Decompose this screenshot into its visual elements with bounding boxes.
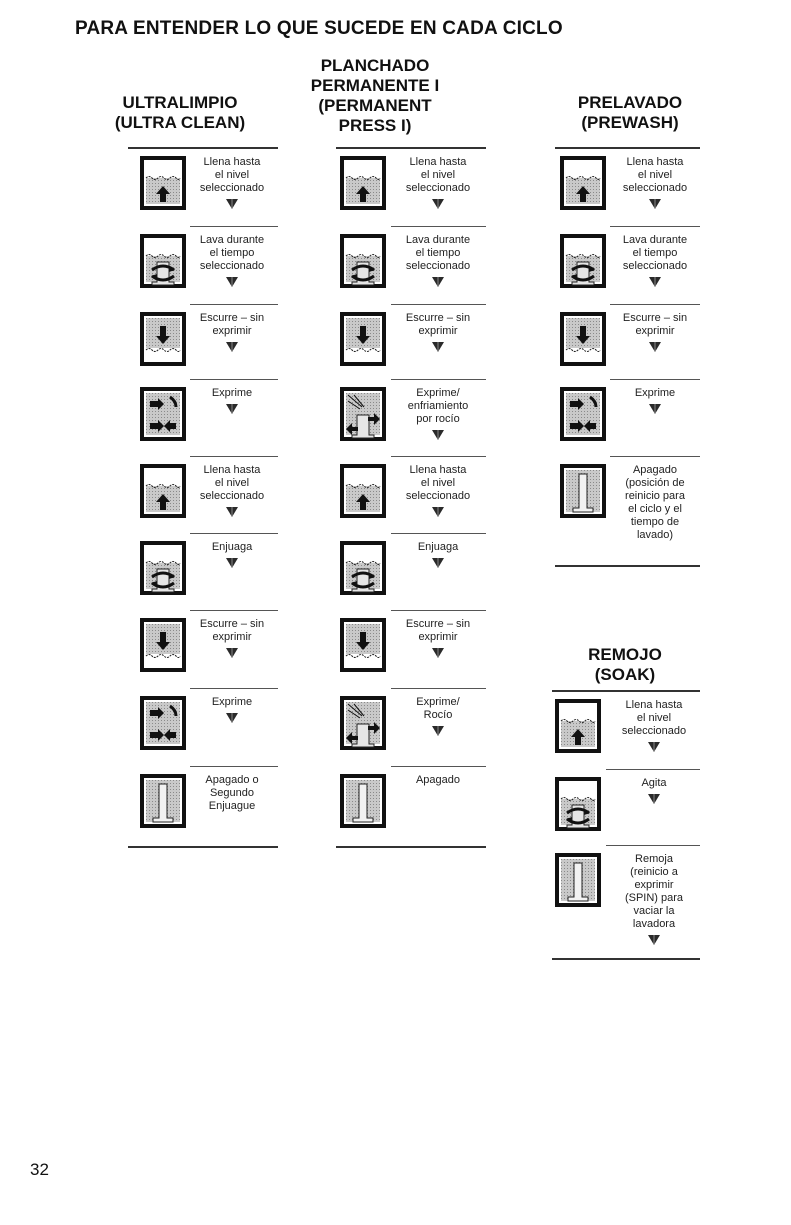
- step-description-line: Rocío: [423, 709, 453, 721]
- column-heading: [540, 93, 720, 133]
- step-description: [192, 696, 272, 709]
- column-top-divider: [552, 690, 700, 692]
- down-arrow-icon: [432, 275, 444, 287]
- step-description-line: Escurre – sin: [405, 312, 471, 324]
- step-description-line: (reinicio a: [630, 866, 678, 878]
- column-heading-line: (SOAK): [594, 665, 656, 684]
- step-description: [612, 387, 698, 400]
- spin-icon: [560, 387, 606, 441]
- step-description: [393, 696, 483, 722]
- step-divider: [190, 688, 278, 689]
- step-description: [192, 312, 272, 338]
- step-description-line: tiempo de: [630, 516, 680, 528]
- step-divider: [606, 769, 700, 770]
- down-arrow-icon: [649, 197, 661, 209]
- step-description: [192, 464, 272, 503]
- step-divider: [610, 379, 700, 380]
- step-description-line: el tiempo: [632, 247, 678, 259]
- page-title: PARA ENTENDER LO QUE SUCEDE EN CADA CICLO: [75, 18, 563, 39]
- step-description: [612, 312, 698, 338]
- step-description: [393, 618, 483, 644]
- step-description: [393, 774, 483, 787]
- step-divider: [610, 226, 700, 227]
- step-description-line: Llena hasta: [203, 464, 261, 476]
- down-arrow-icon: [648, 933, 660, 945]
- step-description-line: Agita: [641, 777, 667, 789]
- step-description-line: seleccionado: [405, 260, 471, 272]
- column-bottom-divider: [555, 565, 700, 567]
- step-description-line: seleccionado: [622, 182, 688, 194]
- step-description-line: Escurre – sin: [199, 618, 265, 630]
- step-description: [192, 618, 272, 644]
- step-description-line: Enjuaga: [417, 541, 459, 553]
- step-divider: [610, 456, 700, 457]
- step-description-line: Lava durante: [622, 234, 688, 246]
- step-description-line: Llena hasta: [626, 156, 684, 168]
- step-description-line: reinicio para: [625, 490, 685, 502]
- rinse-icon: [140, 541, 186, 595]
- column-heading-line: PRELAVADO: [577, 93, 683, 112]
- down-arrow-icon: [432, 340, 444, 352]
- step-description-line: (SPIN) para: [624, 892, 684, 904]
- step-description-line: Remoja: [635, 853, 673, 865]
- step-divider: [190, 766, 278, 767]
- wash-icon: [140, 234, 186, 288]
- column-top-divider: [336, 147, 486, 149]
- fill-icon: [340, 156, 386, 210]
- down-arrow-icon: [226, 711, 238, 723]
- column-heading-line: PRESS I): [338, 116, 412, 135]
- step-divider: [391, 304, 486, 305]
- step-description-line: Escurre – sin: [405, 618, 471, 630]
- off-icon: [555, 853, 601, 907]
- column-top-divider: [555, 147, 700, 149]
- step-description: [393, 464, 483, 503]
- down-arrow-icon: [226, 402, 238, 414]
- step-description-line: Llena hasta: [409, 464, 467, 476]
- step-description-line: enfriamiento: [407, 400, 469, 412]
- down-arrow-icon: [226, 556, 238, 568]
- step-divider: [190, 456, 278, 457]
- step-description-line: seleccionado: [199, 490, 265, 502]
- off-icon: [340, 774, 386, 828]
- step-divider: [610, 304, 700, 305]
- spray-icon: [340, 387, 386, 441]
- step-description-line: el nivel: [636, 712, 672, 724]
- step-divider: [190, 610, 278, 611]
- step-description-line: Escurre – sin: [622, 312, 688, 324]
- step-description-line: el nivel: [214, 477, 250, 489]
- step-description-line: Exprime: [211, 696, 253, 708]
- drain-icon: [140, 312, 186, 366]
- step-description-line: el tiempo: [209, 247, 255, 259]
- down-arrow-icon: [649, 275, 661, 287]
- spin-icon: [140, 387, 186, 441]
- column-heading-line: (ULTRA CLEAN): [114, 113, 246, 132]
- drain-icon: [560, 312, 606, 366]
- column-heading: [290, 56, 460, 136]
- step-description-line: el ciclo y el: [628, 503, 682, 515]
- down-arrow-icon: [432, 197, 444, 209]
- step-description-line: Escurre – sin: [199, 312, 265, 324]
- step-description-line: Exprime/: [416, 696, 460, 708]
- step-description-line: Exprime/: [416, 387, 460, 399]
- step-description-line: lavadora: [632, 918, 676, 930]
- column-heading-line: PERMANENTE I: [310, 76, 440, 95]
- column-heading-line: ULTRALIMPIO: [122, 93, 238, 112]
- step-description-line: Apagado: [415, 774, 461, 786]
- step-description: [192, 156, 272, 195]
- fill-icon: [140, 156, 186, 210]
- step-description-line: Apagado o: [205, 774, 259, 786]
- drain-icon: [340, 618, 386, 672]
- column-bottom-divider: [552, 958, 700, 960]
- step-divider: [190, 379, 278, 380]
- down-arrow-icon: [226, 197, 238, 209]
- column-bottom-divider: [128, 846, 278, 848]
- step-description-line: exprimir: [635, 325, 675, 337]
- step-description-line: (posición de: [625, 477, 685, 489]
- step-description-line: seleccionado: [199, 182, 265, 194]
- step-description-line: seleccionado: [622, 260, 688, 272]
- step-description-line: Segundo: [209, 787, 255, 799]
- down-arrow-icon: [432, 556, 444, 568]
- step-description-line: exprimir: [634, 879, 674, 891]
- page-number: 32: [30, 1160, 49, 1179]
- step-description-line: Llena hasta: [409, 156, 467, 168]
- spray-icon: [340, 696, 386, 750]
- step-divider: [391, 379, 486, 380]
- step-divider: [391, 456, 486, 457]
- column-heading-line: (PERMANENT: [318, 96, 432, 115]
- step-divider: [190, 533, 278, 534]
- wash-icon: [560, 234, 606, 288]
- step-divider: [391, 688, 486, 689]
- step-description-line: Llena hasta: [203, 156, 261, 168]
- fill-icon: [560, 156, 606, 210]
- step-divider: [190, 226, 278, 227]
- column-top-divider: [128, 147, 278, 149]
- step-description-line: el nivel: [420, 477, 456, 489]
- step-description: [608, 699, 700, 738]
- step-description-line: Enjuaga: [211, 541, 253, 553]
- down-arrow-icon: [432, 724, 444, 736]
- step-description-line: Exprime: [634, 387, 676, 399]
- down-arrow-icon: [432, 428, 444, 440]
- step-description-line: exprimir: [212, 631, 252, 643]
- drain-icon: [340, 312, 386, 366]
- step-description: [393, 156, 483, 195]
- step-description-line: exprimir: [418, 325, 458, 337]
- step-divider: [190, 304, 278, 305]
- step-description-line: el nivel: [214, 169, 250, 181]
- step-description-line: Apagado: [632, 464, 678, 476]
- step-description: [192, 541, 272, 554]
- down-arrow-icon: [226, 646, 238, 658]
- step-description-line: seleccionado: [621, 725, 687, 737]
- step-divider: [391, 533, 486, 534]
- step-description: [192, 234, 272, 273]
- column-heading: [60, 93, 300, 133]
- down-arrow-icon: [648, 792, 660, 804]
- step-description: [393, 312, 483, 338]
- down-arrow-icon: [226, 340, 238, 352]
- step-description: [612, 464, 698, 542]
- step-description: [393, 541, 483, 554]
- step-description-line: exprimir: [418, 631, 458, 643]
- down-arrow-icon: [432, 505, 444, 517]
- step-description-line: Lava durante: [199, 234, 265, 246]
- step-description-line: Exprime: [211, 387, 253, 399]
- step-divider: [391, 766, 486, 767]
- column-heading-line: REMOJO: [588, 645, 662, 664]
- off-icon: [560, 464, 606, 518]
- step-description: [612, 156, 698, 195]
- step-description-line: Llena hasta: [625, 699, 683, 711]
- fill-icon: [140, 464, 186, 518]
- down-arrow-icon: [432, 646, 444, 658]
- fill-icon: [340, 464, 386, 518]
- drain-icon: [140, 618, 186, 672]
- down-arrow-icon: [226, 275, 238, 287]
- step-description-line: seleccionado: [199, 260, 265, 272]
- step-description-line: seleccionado: [405, 182, 471, 194]
- step-description-line: el nivel: [420, 169, 456, 181]
- spin-icon: [140, 696, 186, 750]
- step-description-line: por rocío: [416, 413, 460, 425]
- step-description: [192, 774, 272, 813]
- step-description-line: seleccionado: [405, 490, 471, 502]
- step-description: [608, 777, 700, 790]
- column-bottom-divider: [336, 846, 486, 848]
- step-description-line: vaciar la: [633, 905, 675, 917]
- column-heading-line: PLANCHADO: [320, 56, 430, 75]
- wash-icon: [340, 234, 386, 288]
- down-arrow-icon: [226, 505, 238, 517]
- step-divider: [606, 845, 700, 846]
- step-divider: [391, 610, 486, 611]
- down-arrow-icon: [648, 740, 660, 752]
- rinse-icon: [340, 541, 386, 595]
- down-arrow-icon: [649, 340, 661, 352]
- column-heading: [550, 645, 700, 685]
- agitate-icon: [555, 777, 601, 831]
- step-description: [393, 234, 483, 273]
- step-description-line: exprimir: [212, 325, 252, 337]
- step-divider: [391, 226, 486, 227]
- step-description: [393, 387, 483, 426]
- step-description-line: Lava durante: [405, 234, 471, 246]
- fill-icon: [555, 699, 601, 753]
- column-heading-line: (PREWASH): [581, 113, 679, 132]
- step-description-line: lavado): [636, 529, 674, 541]
- step-description-line: Enjuague: [208, 800, 256, 812]
- step-description: [192, 387, 272, 400]
- down-arrow-icon: [649, 402, 661, 414]
- step-description: [612, 234, 698, 273]
- step-description-line: el tiempo: [415, 247, 461, 259]
- step-description: [608, 853, 700, 931]
- off-icon: [140, 774, 186, 828]
- step-description-line: el nivel: [637, 169, 673, 181]
